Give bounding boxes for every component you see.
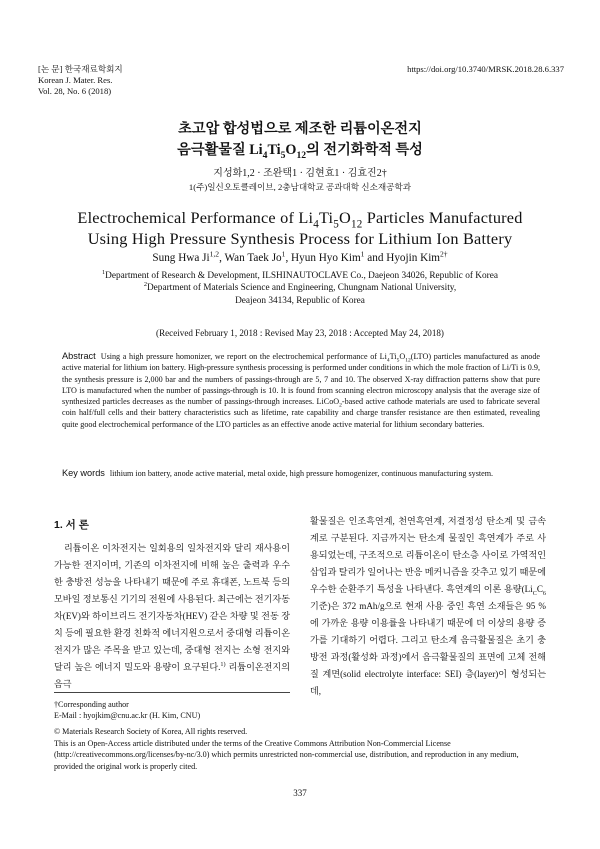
abstract: Abstract Using a high pressure homonizer, we report on the electrochemical performance of $Li_4Ti_5O_{12}(LTO)$ particles manufactured as anode active material for lithium ion battery. High-pressure synthesis processing is performed under conditions in which the mole fraction of Li/Ti is 0.9, the synthesis pressure is 2,000 bar and the numbers of passings-through are 5, 7 and 10. The observed X-ray diffraction patterns show that pure LTO is manufactured when the number of passings-through is 10. It is found from scanning electron microscopy analysis that the average size of synthesized particles decreases as the number of passings-through increases. LiCoO$_2$-based active cathode materials are used to fabricate several coin half/full cells and their battery characteristics such as lifetime, rate capability and charge transfer resistance are then estimated, revealing quite good electrochemical performance of the LTO particles as an effective anode active material for lithium secondary batteries. bbox=[62, 351, 540, 429]
keywords: Key words lithium ion battery, anode active material, metal oxide, high pressure homogenizer, continuous manufacturing system. bbox=[62, 468, 494, 478]
corresponding-author: †Corresponding author bbox=[54, 700, 129, 709]
affiliation-2-continued: Deajeon 34134, Republic of Korea bbox=[235, 295, 365, 306]
journal-header bbox=[38, 64, 123, 97]
footnote bbox=[54, 699, 200, 721]
section-heading-introduction: 1. 서 론 bbox=[54, 519, 89, 531]
korean-authors: 지성화1,2 · 조완택1 · 김현효1 · 김효진2† bbox=[213, 168, 387, 179]
received-dates: (Received February 1, 2018 : Revised May 23, 2018 : Accepted May 24, 2018) bbox=[156, 328, 444, 338]
journal-name-korean: [논 문] 한국재료학회지 bbox=[38, 64, 123, 74]
journal-volume: Vol. 28, No. 6 (2018) bbox=[38, 86, 112, 96]
korean-affiliation: 1(주)일신오토클레이브, 2충남대학교 공과대학 신소재공학과 bbox=[188, 182, 412, 192]
body-paragraph: 리튬이온 이차전지는 일회용의 일차전지와 달리 재사용이 가능한 전지이며, 기존의 이차전지에 비해 높은 출력과 우수한 충방전 성능을 나타내기 때문에 주로 휴대폰, 노트북 등의 모바일 정보통신 기기의 전원에 사용된다. 최근에는 전기자동차(EV)와 하이브리드 전기자동차(HEV) 같은 차량 및 전동 장치 등에 필요한 환경 친화적 에너지원으로서 중대형 리튬이온전지가 많은 주목을 받고 있는데, 중대형 전지는 소형 전지와 달리 높은 에너지 밀도와 용량이 요구된다.$^{1)}$ 리튬이온전지의 음극 bbox=[54, 543, 290, 689]
footnote-rule bbox=[54, 692, 290, 693]
english-title-line2: Using High Pressure Synthesis Process for Lithium Ion Battery bbox=[87, 229, 513, 248]
author-email[interactable]: E-Mail : hyojkim@cnu.ac.kr (H. Kim, CNU) bbox=[54, 711, 201, 720]
abstract-label: Abstract bbox=[62, 351, 96, 361]
citation[interactable]: 1) bbox=[220, 660, 226, 668]
body-column-right bbox=[310, 513, 546, 700]
korean-title-line2: 음극활물질 $Li_4Ti_5O_{12}$의 전기화학적 특성 bbox=[177, 142, 423, 161]
copyright-line: © Materials Research Society of Korea, All rights reserved. bbox=[54, 727, 248, 736]
doi-link[interactable]: https://doi.org/10.3740/MRSK.2018.28.6.337 bbox=[407, 64, 564, 74]
affiliation-1: $^1$Department of Research & Development, ILSHINAUTOCLAVE Co., Daejeon 34026, Republic of Korea bbox=[101, 268, 499, 281]
journal-name-english: Korean J. Mater. Res. bbox=[38, 75, 113, 85]
affiliation-2: $^2$Department of Materials Science and Engineering, Chungnam National University, bbox=[143, 281, 457, 294]
copyright-notice bbox=[54, 726, 548, 772]
english-affiliations bbox=[0, 270, 600, 307]
page-number: 337 bbox=[293, 788, 307, 798]
keywords-label: Key words bbox=[62, 468, 105, 478]
english-title-line1: Electrochemical Performance of $Li_4Ti_5O_{12}$ Particles Manufactured bbox=[77, 208, 523, 231]
english-authors: Sung Hwa Ji$^{1,2}$, Wan Taek Jo$^1$, Hyun Hyo Kim$^1$ and Hyojin Kim$^{2\dagger}$ bbox=[152, 249, 448, 264]
body-paragraph: 활물질은 인조흑연계, 천연흑연계, 저결정성 탄소계 및 금속계로 구분된다. 지금까지는 탄소계 물질인 흑연계가 주로 사용되었는데, 구조적으로 리튬이온이 탄소층 사이로 가역적인 삽입과 탈리가 일어나는 반응 메커니즘을 갖추고 있기 때문에 우수한 순환주기 특성을 나타낸다. 흑연계의 이론 용량($Li_CC_6$ 기준)은 372 mAh/g으로 현재 사용 중인 흑연 소재들은 95 %에 가까운 용량 이용률을 나타내기 때문에 더 이상의 용량 증가를 기대하기 어렵다. 그리고 탄소계 음극활물질은 초기 충방전 과정(활성화 과정)에서 음극활물질의 표면에 고체 전해질 계면(solid electrolyte interface: SEI) 층(layer)이 형성되는데, bbox=[310, 516, 546, 696]
korean-title-line1: 초고압 합성법으로 제조한 리튬이온전지 bbox=[178, 121, 422, 137]
license-text: This is an Open-Access article distributed under the terms of the Creative Commons Attribution Non-Commercial License (http://creativecommons.org/licenses/by-nc/3.0) which permits unrestricted non-commercial use, distribution, and reproduction in any medium, provided the original work is properly cited. bbox=[54, 738, 519, 771]
body-column-left bbox=[54, 540, 290, 693]
